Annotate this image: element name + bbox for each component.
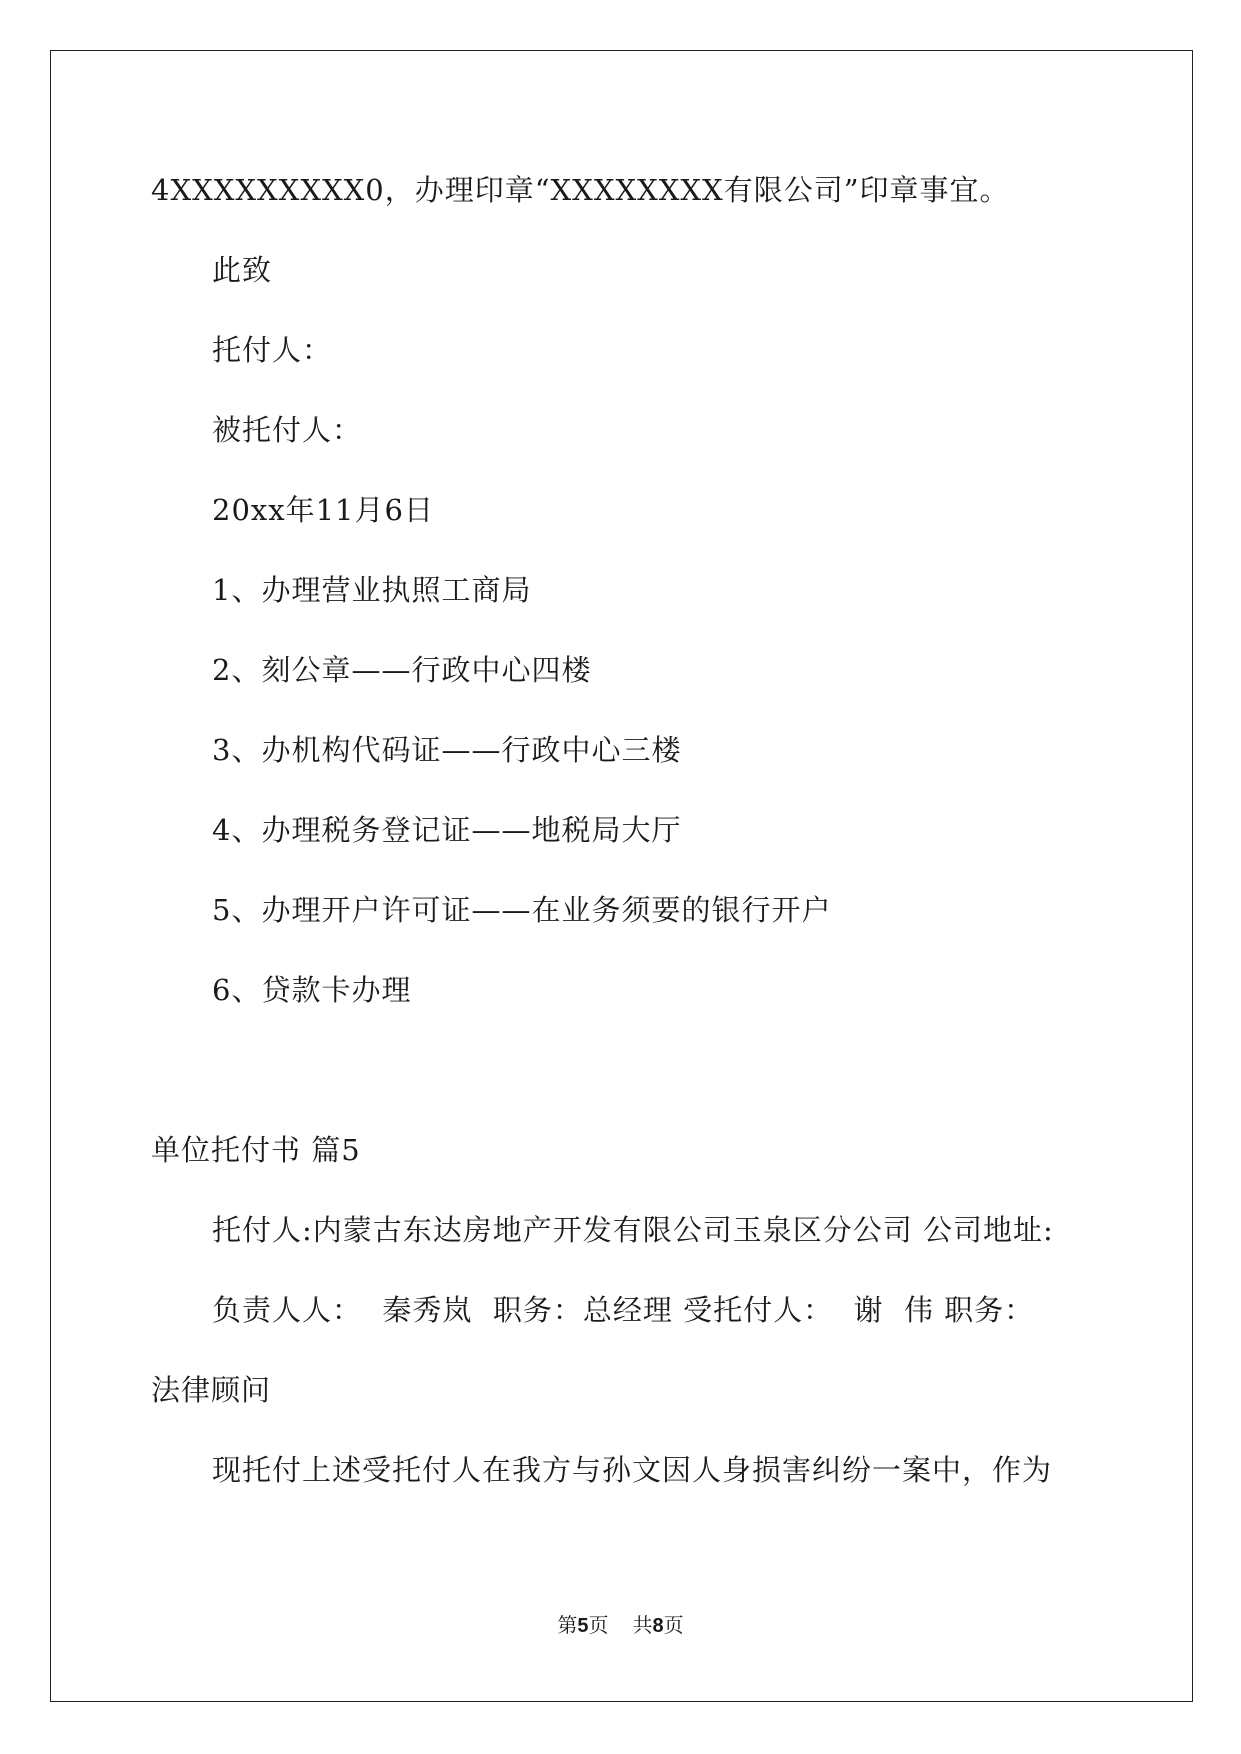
body-line: 法律顾问: [151, 1373, 272, 1407]
footer-prefix: 第: [557, 1613, 578, 1637]
list-item: 1、办理营业执照工商局: [212, 573, 532, 607]
date-line: 20xx年11月6日: [212, 493, 434, 527]
footer-total-unit: 页: [663, 1613, 684, 1637]
body-line: 负责人人： 秦秀岚 职务：总经理 受托付人： 谢 伟 职务：: [212, 1293, 1035, 1327]
list-item: 5、办理开户许可证——在业务须要的银行开户: [212, 893, 832, 927]
list-item: 2、刻公章——行政中心四楼: [212, 653, 592, 687]
list-item: 4、办理税务登记证——地税局大厅: [212, 813, 682, 847]
footer-page-unit: 页: [588, 1613, 609, 1637]
list-item: 3、办机构代码证——行政中心三楼: [212, 733, 682, 767]
body-line: 4XXXXXXXXX0，办理印章“XXXXXXXX有限公司”印章事宜。: [151, 173, 1010, 207]
list-item: 6、贷款卡办理: [212, 973, 412, 1007]
page-footer: [0, 1613, 1241, 1638]
body-line: 托付人:内蒙古东达房地产开发有限公司玉泉区分公司 公司地址:: [212, 1213, 1054, 1247]
agent-label: 被托付人：: [212, 413, 363, 447]
salutation: 此致: [212, 253, 273, 287]
section-heading: 单位托付书 篇5: [151, 1133, 361, 1167]
principal-label: 托付人：: [212, 333, 333, 367]
footer-total-prefix: 共: [632, 1613, 653, 1637]
footer-page-number: 5: [577, 1615, 589, 1637]
footer-total-pages: 8: [652, 1615, 664, 1637]
body-line: 现托付上述受托付人在我方与孙文因人身损害纠纷一案中，作为: [212, 1453, 1053, 1487]
